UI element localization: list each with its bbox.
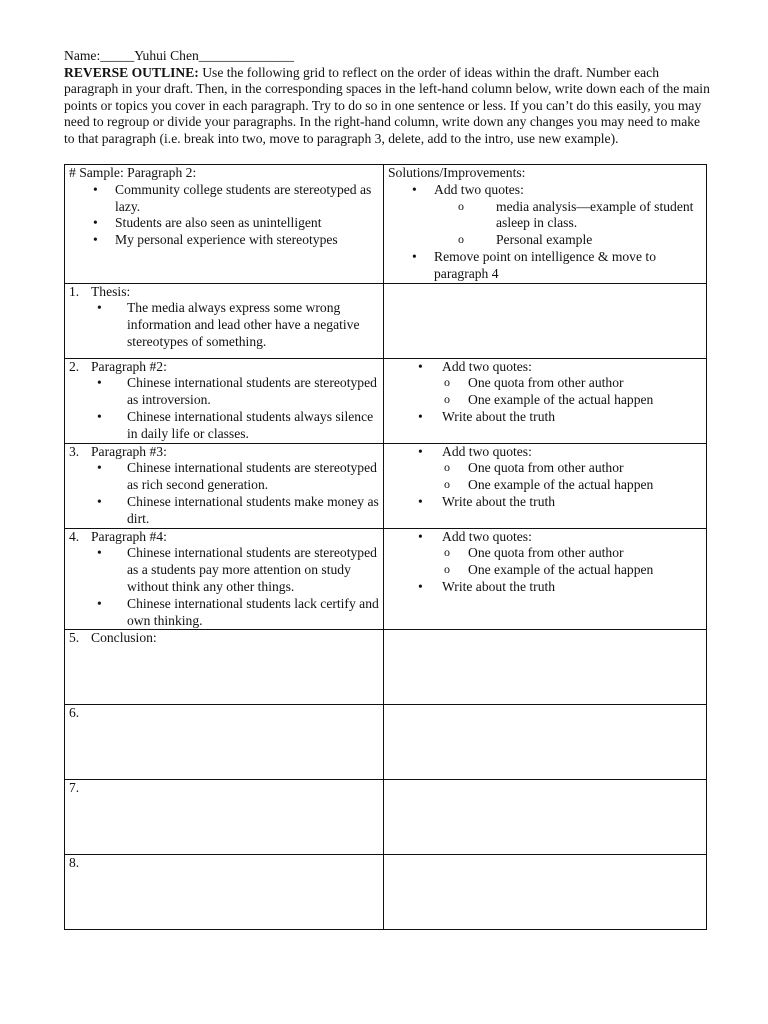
row-number: 1. (69, 283, 80, 299)
paragraph-4-row (65, 528, 707, 630)
list-item: • Chinese international students make money as dirt. (97, 493, 379, 526)
list-item: • Chinese international students are stereotyped as introversion. (97, 375, 377, 408)
paragraph-4-sub-list (388, 545, 702, 579)
row-7-right-cell[interactable] (384, 780, 707, 855)
bullet-icon: • (418, 493, 423, 509)
sample-right-cell (384, 165, 707, 284)
list-item: • Chinese international students are stereotyped as a students pay more attention on study without think any other things. (97, 545, 377, 594)
bullet-icon: • (97, 545, 102, 561)
bullet-icon: • (418, 408, 423, 424)
paragraph-3-points-list (69, 460, 379, 527)
bullet-icon: • (418, 443, 423, 459)
list-item: o One quota from other author (444, 545, 624, 561)
circle-bullet-icon: o (444, 562, 450, 577)
paragraph-3-right-cell (384, 443, 707, 528)
list-item: • Community college students are stereotyped as lazy. (93, 181, 372, 214)
sample-heading: # Sample: Paragraph 2: (69, 165, 197, 180)
thesis-row (65, 283, 707, 358)
row-8-left-cell[interactable] (65, 855, 384, 930)
bullet-icon: • (418, 578, 423, 594)
conclusion-right-cell[interactable] (384, 630, 707, 705)
row-number: 3. (69, 443, 80, 459)
list-item: • My personal experience with stereotypes (93, 232, 338, 248)
paragraph-4-solutions-list (388, 529, 702, 546)
row-number: 2. (69, 358, 80, 374)
paragraph-2-solutions-list (388, 359, 702, 376)
list-item: • Write about the truth (418, 578, 556, 594)
row-8-right-cell[interactable] (384, 855, 707, 930)
list-item: o One quota from other author (444, 375, 624, 391)
bullet-icon: • (97, 460, 102, 476)
row-number: 6. (69, 705, 80, 721)
bullet-icon: • (97, 408, 102, 424)
circle-bullet-icon: o (458, 232, 464, 247)
list-item: o One example of the actual happen (444, 392, 654, 408)
list-item: o One quota from other author (444, 460, 624, 476)
circle-bullet-icon: o (444, 477, 450, 492)
row-6 (65, 705, 707, 780)
name-line: Name:_____Yuhui Chen______________ (64, 48, 294, 63)
bullet-icon: • (97, 493, 102, 509)
row-number: 4. (69, 528, 80, 544)
row-number: 5. (69, 630, 80, 646)
paragraph-4-right-cell (384, 528, 707, 630)
paragraph-2-left-cell (65, 358, 384, 443)
conclusion-left-cell[interactable] (65, 630, 384, 705)
circle-bullet-icon: o (458, 198, 464, 213)
bullet-icon: • (97, 595, 102, 611)
sample-row (65, 165, 707, 284)
list-item: o One example of the actual happen (444, 477, 654, 493)
circle-bullet-icon: o (444, 460, 450, 475)
list-item: • Add two quotes: (418, 443, 532, 459)
circle-bullet-icon: o (444, 545, 450, 560)
list-item: • Write about the truth (418, 493, 556, 509)
instructions-text: Use the following grid to reflect on the order of ideas within the draft. Number each paragraph in your draft. Then, in the corresponding spaces in the left-hand column below, write down each of the main points or topics you cover in each paragraph. Try to do so in one sentence or less. If you can’t do this easily, you may need to regroup or divide your paragraphs. In the right-hand column, write down any changes you may need to make to that paragraph (i.e. break into two, move to paragraph 3, delete, add to the intro, use new example). (64, 64, 710, 146)
bullet-icon: • (412, 181, 417, 197)
paragraph-3-left-cell (65, 443, 384, 528)
paragraph-4-left-cell (65, 528, 384, 630)
row-heading: Thesis: (91, 283, 131, 299)
sample-sub-list (434, 199, 702, 249)
thesis-left-cell (65, 283, 384, 358)
thesis-right-cell[interactable] (384, 283, 707, 358)
row-7-left-cell[interactable] (65, 780, 384, 855)
row-number: 8. (69, 855, 80, 871)
bullet-icon: • (93, 215, 98, 231)
circle-bullet-icon: o (444, 392, 450, 407)
bullet-icon: • (93, 181, 98, 197)
bullet-icon: • (412, 248, 417, 264)
conclusion-row (65, 630, 707, 705)
paragraph-2-points-list (69, 375, 379, 442)
row-heading: Paragraph #2: (91, 358, 167, 374)
bullet-icon: • (97, 375, 102, 391)
outline-grid (64, 164, 707, 930)
list-item: • Chinese international students lack certify and own thinking. (97, 595, 379, 628)
list-item: • Add two quotes: (418, 358, 532, 374)
list-item: • The media always express some wrong information and lead other have a negative stereotypes of something. (97, 300, 360, 349)
row-heading: Paragraph #4: (91, 528, 167, 544)
paragraph-3-solutions-list (388, 444, 702, 461)
document-header (64, 48, 714, 148)
list-item: o media analysis—example of student asleep in class. (458, 198, 694, 231)
list-item: o One example of the actual happen (444, 562, 654, 578)
row-6-right-cell[interactable] (384, 705, 707, 780)
paragraph-3-sub-list (388, 460, 702, 494)
sample-solutions-list (388, 182, 702, 283)
reverse-outline-title: REVERSE OUTLINE: (64, 64, 199, 80)
list-item: • Add two quotes: (418, 528, 532, 544)
instructions-paragraph (64, 65, 714, 148)
row-heading: Paragraph #3: (91, 443, 167, 459)
bullet-icon: • (418, 358, 423, 374)
list-item: • Remove point on intelligence & move to paragraph 4 (412, 248, 656, 281)
list-item: • Chinese international students are stereotyped as rich second generation. (97, 460, 377, 493)
paragraph-3-row (65, 443, 707, 528)
row-number: 7. (69, 780, 80, 796)
list-item: • Chinese international students always silence in daily life or classes. (97, 408, 374, 441)
row-7 (65, 780, 707, 855)
circle-bullet-icon: o (444, 375, 450, 390)
list-item: • Students are also seen as unintelligent (93, 215, 322, 231)
row-heading: Conclusion: (91, 630, 157, 646)
paragraph-2-sub-list (388, 375, 702, 409)
bullet-icon: • (93, 232, 98, 248)
list-item: • Write about the truth (418, 408, 556, 424)
paragraph-4-points-list (69, 545, 379, 629)
list-item: • Add two quotes: o media analysis—example of student asleep in class. o Personal example (388, 182, 702, 249)
row-8 (65, 855, 707, 930)
solutions-heading: Solutions/Improvements: (388, 165, 526, 180)
sample-left-cell (65, 165, 384, 284)
bullet-icon: • (418, 528, 423, 544)
sample-points-list (69, 182, 379, 249)
bullet-icon: • (97, 300, 102, 316)
paragraph-2-row (65, 358, 707, 443)
row-6-left-cell[interactable] (65, 705, 384, 780)
paragraph-2-right-cell (384, 358, 707, 443)
list-item: o Personal example (458, 232, 593, 248)
thesis-points-list (69, 300, 379, 350)
